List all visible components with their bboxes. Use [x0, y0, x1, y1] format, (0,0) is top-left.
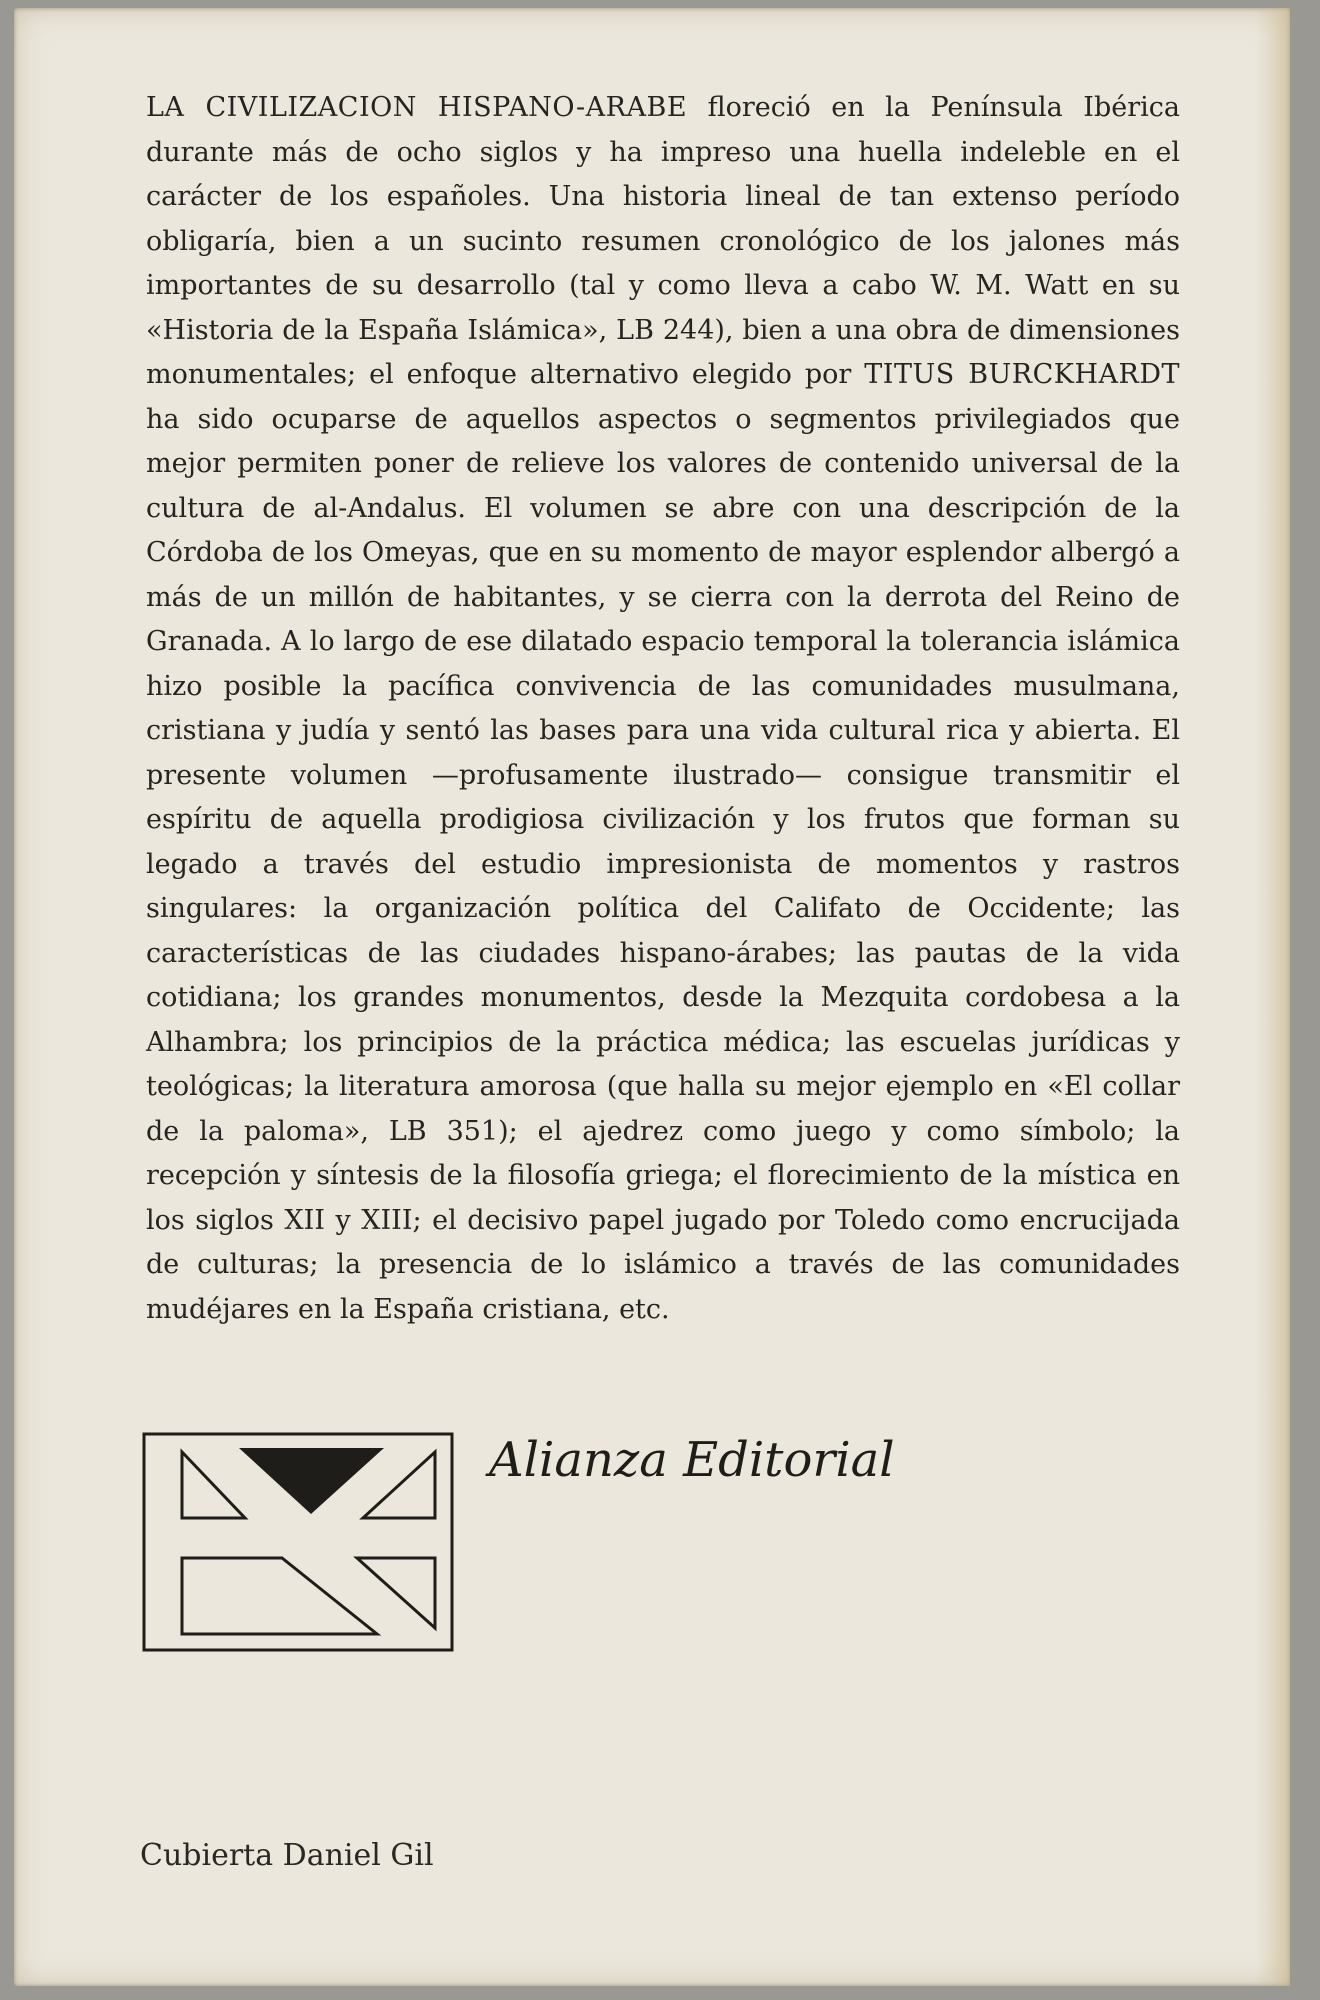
blurb-part-2: ha sido ocuparse de aquellos aspectos o segmentos privilegiados que mejor permiten poner de relieve los valores de contenido universal de la cultura de al-Andalus. El volumen se abre con una descripción de la Córdoba de los Omeyas, que en su momento de mayor esplendor albergó a más de un millón de habitantes, y se cierra con la derrota del Reino de Granada. A lo largo de ese dilatado espacio temporal la tolerancia islámica hizo posible la pacífica convivencia de las comunidades musulmana, cristiana y judía y sentó las bases para una vida cultural rica y abierta. El presente volumen —profusamente ilustrado— consigue transmitir el espíritu de aquella prodigiosa civilización y los frutos que forman su legado a través del estudio impresionista de momentos y rastros singulares: la organización política del Califato de Occidente; las características de las ciudades hispano-árabes; las pautas de la vida cotidiana; los grandes monumentos, desde la Mezquita cordobesa a la Alhambra; los principios de la práctica médica; las escuelas jurídicas y teológicas; la literatura amorosa (que halla su mejor ejemplo en «El collar de la paloma», LB 351); el ajedrez como juego y como símbolo; la recepción y síntesis de la filosofía griega; el florecimiento de la mística en los siglos XII y XIII; el decisivo papel jugado por Toledo como encrucijada de culturas; la presencia de lo islámico a través de las comunidades mudéjares en la España cristiana, etc.	[146, 403, 1180, 1325]
blurb-title: LA CIVILIZACION HISPANO-ARABE	[146, 92, 688, 123]
blurb-author: TITUS BURCKHARDT	[864, 359, 1180, 390]
blurb-text	[146, 86, 1180, 1332]
cover-credit: Cubierta Daniel Gil	[140, 1838, 434, 1873]
publisher-name: Alianza Editorial	[489, 1432, 895, 1488]
alianza-editorial-logo-icon	[142, 1432, 454, 1652]
back-cover	[14, 8, 1290, 1986]
blurb-part-1: floreció en la Península Ibérica durante más de ocho siglos y ha impreso una huella indeleble en el carácter de los españoles. Una historia lineal de tan extenso período obligaría, bien a un sucinto resumen cronológico de los jalones más importantes de su desarrollo (tal y como lleva a cabo W. M. Watt en su «Historia de la España Islámica», LB 244), bien a una obra de dimensiones monumentales; el enfoque alternativo elegido por	[146, 92, 1180, 390]
